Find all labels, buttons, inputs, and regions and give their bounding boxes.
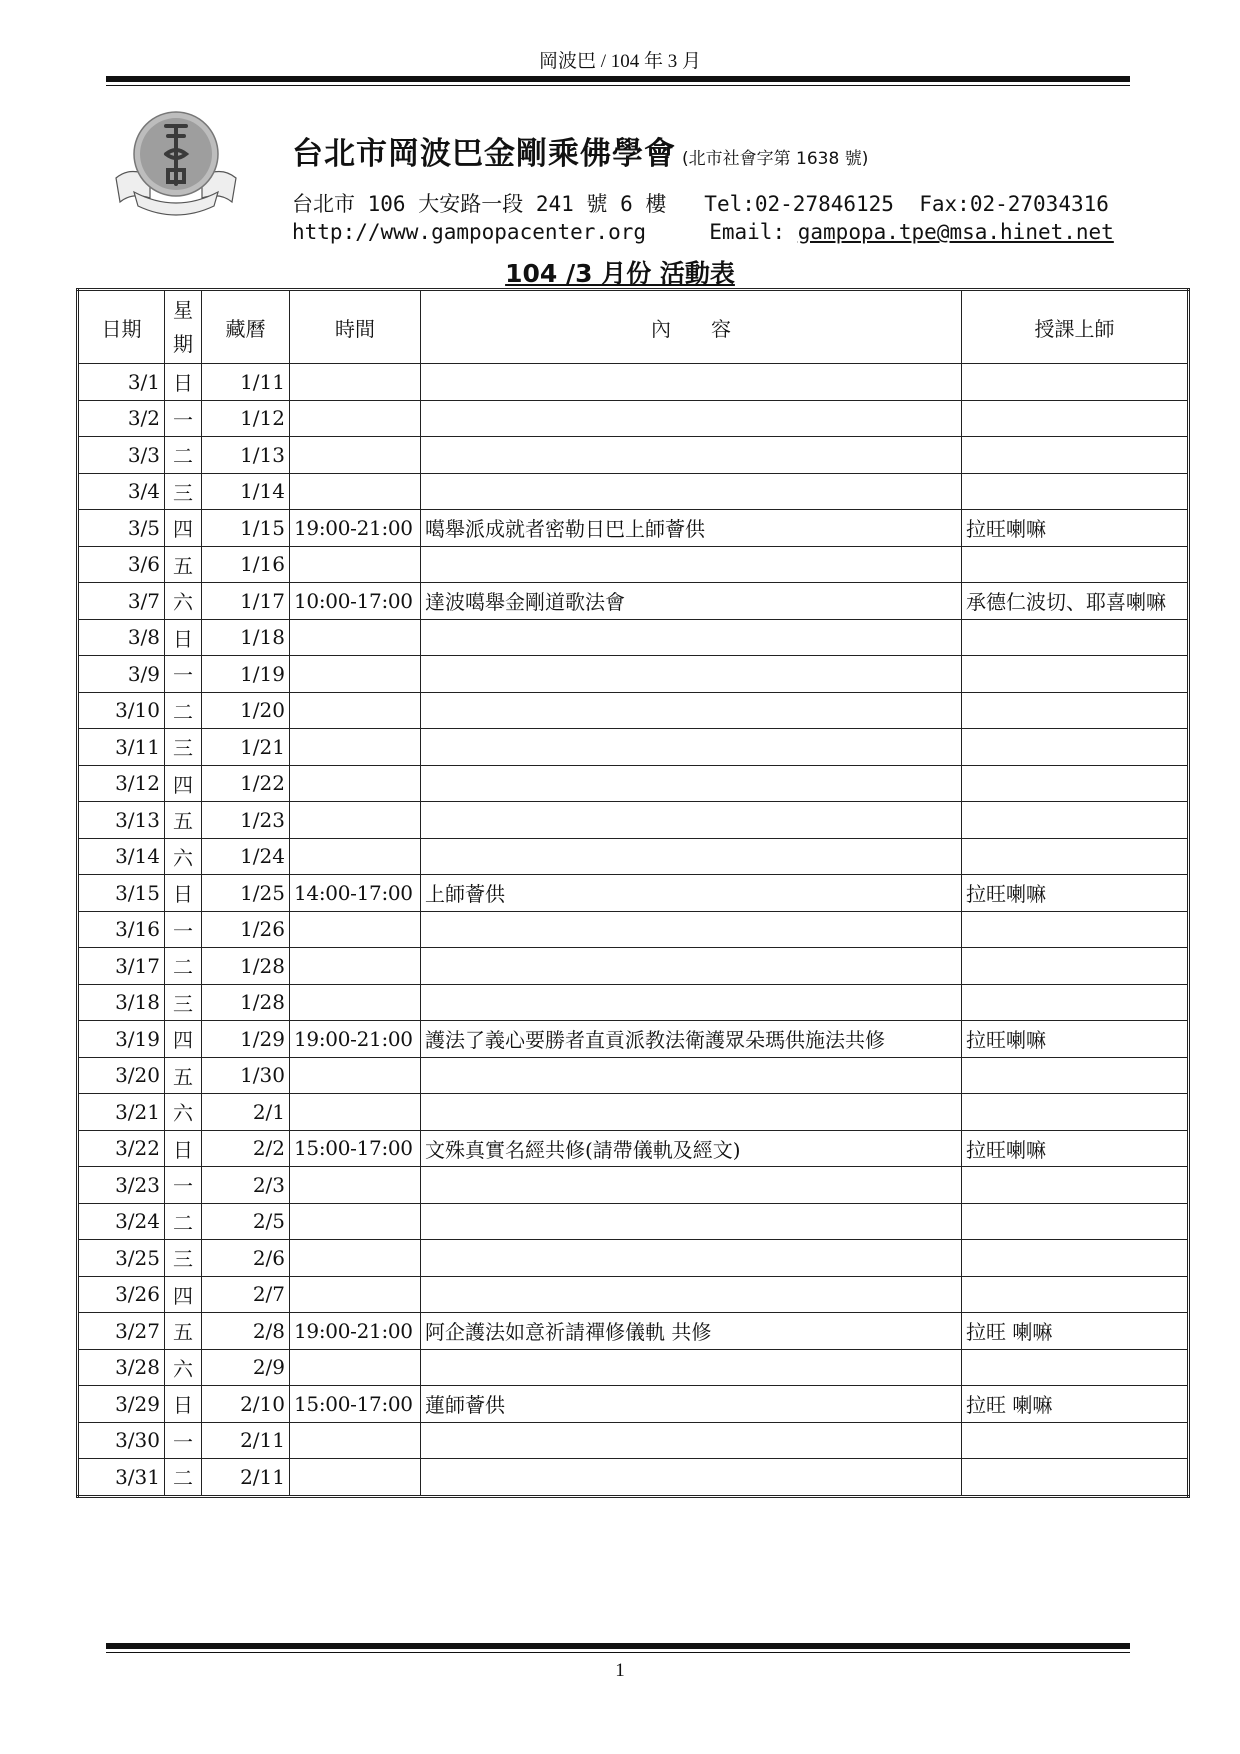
row-time: 14:00-17:00 [290, 875, 421, 912]
row-date: 3/15 [78, 875, 165, 912]
row-time [290, 1203, 421, 1240]
row-time [290, 1167, 421, 1204]
header-weekday [165, 290, 202, 364]
table-row [78, 619, 1189, 656]
row-time [290, 911, 421, 948]
table-row [78, 911, 1189, 948]
fax: Fax:02-27034316 [919, 192, 1109, 216]
row-date: 3/5 [78, 510, 165, 547]
row-weekday: 五 [165, 1057, 202, 1094]
row-teacher [962, 1167, 1189, 1204]
row-content [421, 911, 962, 948]
table-row [78, 948, 1189, 985]
row-weekday: 五 [165, 1313, 202, 1350]
row-date: 3/1 [78, 364, 165, 401]
row-date: 3/8 [78, 619, 165, 656]
row-weekday: 三 [165, 984, 202, 1021]
row-weekday: 二 [165, 437, 202, 474]
row-teacher [962, 838, 1189, 875]
row-date: 3/21 [78, 1094, 165, 1131]
row-time: 19:00-21:00 [290, 510, 421, 547]
row-time [290, 437, 421, 474]
running-header: 岡波巴 / 104 年 3 月 [538, 51, 702, 72]
row-weekday: 三 [165, 729, 202, 766]
row-tibetan-date: 1/16 [202, 546, 290, 583]
row-time [290, 1094, 421, 1131]
email-link[interactable]: gampopa.tpe@msa.hinet.net [797, 220, 1114, 244]
table-row [78, 583, 1189, 620]
table-row [78, 1240, 1189, 1277]
row-content [421, 948, 962, 985]
row-tibetan-date: 1/30 [202, 1057, 290, 1094]
row-time [290, 1276, 421, 1313]
contact-line-1 [292, 188, 1109, 218]
row-teacher [962, 1240, 1189, 1277]
row-date: 3/20 [78, 1057, 165, 1094]
row-time: 19:00-21:00 [290, 1313, 421, 1350]
row-time [290, 619, 421, 656]
table-row [78, 692, 1189, 729]
row-content [421, 546, 962, 583]
table-row [78, 1313, 1189, 1350]
row-tibetan-date: 1/12 [202, 400, 290, 437]
row-time: 15:00-17:00 [290, 1130, 421, 1167]
row-teacher [962, 1276, 1189, 1313]
row-tibetan-date: 2/1 [202, 1094, 290, 1131]
row-teacher: 拉旺 喇嘛 [962, 1386, 1189, 1423]
table-row [78, 510, 1189, 547]
telephone: Tel:02-27846125 [704, 192, 894, 216]
footer-rule-thin [106, 1652, 1130, 1653]
table-header-row [78, 290, 1189, 364]
row-tibetan-date: 1/23 [202, 802, 290, 839]
row-date: 3/19 [78, 1021, 165, 1058]
row-content: 達波噶舉金剛道歌法會 [421, 583, 962, 620]
row-content [421, 729, 962, 766]
row-tibetan-date: 1/20 [202, 692, 290, 729]
row-teacher [962, 1094, 1189, 1131]
table-row [78, 473, 1189, 510]
row-weekday: 四 [165, 1021, 202, 1058]
page-number: 1 [615, 1660, 625, 1681]
row-content: 噶舉派成就者密勒日巴上師薈供 [421, 510, 962, 547]
row-content [421, 802, 962, 839]
table-row [78, 1094, 1189, 1131]
row-date: 3/14 [78, 838, 165, 875]
row-weekday: 一 [165, 1167, 202, 1204]
table-row [78, 1276, 1189, 1313]
organization-name [292, 128, 868, 173]
row-weekday: 五 [165, 802, 202, 839]
header-tibetan-date: 藏曆 [202, 290, 290, 364]
row-tibetan-date: 2/3 [202, 1167, 290, 1204]
table-row [78, 1203, 1189, 1240]
row-teacher [962, 692, 1189, 729]
row-date: 3/29 [78, 1386, 165, 1423]
row-weekday: 一 [165, 656, 202, 693]
row-weekday: 日 [165, 619, 202, 656]
row-date: 3/31 [78, 1459, 165, 1497]
row-tibetan-date: 1/13 [202, 437, 290, 474]
header-rule-thin [106, 85, 1130, 86]
row-date: 3/2 [78, 400, 165, 437]
header-weekday-bottom: 期 [173, 332, 193, 356]
row-teacher [962, 911, 1189, 948]
table-row [78, 1386, 1189, 1423]
row-tibetan-date: 1/11 [202, 364, 290, 401]
row-content [421, 838, 962, 875]
row-time [290, 984, 421, 1021]
row-time [290, 1057, 421, 1094]
table-row [78, 1057, 1189, 1094]
row-date: 3/23 [78, 1167, 165, 1204]
row-weekday: 二 [165, 1459, 202, 1497]
row-date: 3/30 [78, 1422, 165, 1459]
table-row [78, 1349, 1189, 1386]
row-date: 3/18 [78, 984, 165, 1021]
row-weekday: 日 [165, 1386, 202, 1423]
row-tibetan-date: 2/2 [202, 1130, 290, 1167]
row-content [421, 1240, 962, 1277]
row-content [421, 1167, 962, 1204]
row-content: 護法了義心要勝者直貢派教法衛護眾朵瑪供施法共修 [421, 1021, 962, 1058]
row-time: 10:00-17:00 [290, 583, 421, 620]
row-teacher: 拉旺喇嘛 [962, 1021, 1189, 1058]
header-content: 內 容 [421, 290, 962, 364]
address: 台北市 106 大安路一段 241 號 6 樓 [292, 192, 667, 216]
row-time [290, 473, 421, 510]
row-teacher [962, 656, 1189, 693]
header-date: 日期 [78, 290, 165, 364]
row-content: 阿企護法如意祈請禪修儀軌 共修 [421, 1313, 962, 1350]
row-weekday: 四 [165, 765, 202, 802]
row-teacher [962, 729, 1189, 766]
registration-number: (北市社會字第 1638 號) [682, 149, 869, 169]
header-weekday-top: 星 [173, 298, 193, 322]
email-label: Email: [709, 220, 786, 244]
row-time [290, 1349, 421, 1386]
row-weekday: 日 [165, 1130, 202, 1167]
table-row [78, 802, 1189, 839]
row-date: 3/6 [78, 546, 165, 583]
row-date: 3/25 [78, 1240, 165, 1277]
row-tibetan-date: 2/11 [202, 1422, 290, 1459]
organization-name-text: 台北市岡波巴金剛乘佛學會 [292, 136, 676, 172]
table-row [78, 364, 1189, 401]
table-row [78, 656, 1189, 693]
row-tibetan-date: 1/18 [202, 619, 290, 656]
row-teacher [962, 1459, 1189, 1497]
row-teacher: 承德仁波切、耶喜喇嘛 [962, 583, 1189, 620]
row-date: 3/16 [78, 911, 165, 948]
row-tibetan-date: 1/26 [202, 911, 290, 948]
row-date: 3/12 [78, 765, 165, 802]
row-content [421, 1349, 962, 1386]
row-tibetan-date: 1/17 [202, 583, 290, 620]
table-row [78, 765, 1189, 802]
row-tibetan-date: 2/5 [202, 1203, 290, 1240]
row-tibetan-date: 2/8 [202, 1313, 290, 1350]
row-content [421, 1057, 962, 1094]
row-content [421, 437, 962, 474]
header-time: 時間 [290, 290, 421, 364]
row-teacher: 拉旺喇嘛 [962, 510, 1189, 547]
row-weekday: 四 [165, 510, 202, 547]
table-row [78, 838, 1189, 875]
row-time [290, 1459, 421, 1497]
row-date: 3/17 [78, 948, 165, 985]
row-tibetan-date: 2/10 [202, 1386, 290, 1423]
row-date: 3/13 [78, 802, 165, 839]
table-row [78, 400, 1189, 437]
row-weekday: 二 [165, 1203, 202, 1240]
row-weekday: 四 [165, 1276, 202, 1313]
row-teacher: 拉旺喇嘛 [962, 1130, 1189, 1167]
row-teacher [962, 1203, 1189, 1240]
row-teacher: 拉旺喇嘛 [962, 875, 1189, 912]
row-time [290, 838, 421, 875]
row-weekday: 三 [165, 473, 202, 510]
table-row [78, 546, 1189, 583]
row-weekday: 一 [165, 400, 202, 437]
header-rule [106, 76, 1130, 82]
row-date: 3/3 [78, 437, 165, 474]
row-weekday: 一 [165, 911, 202, 948]
row-teacher [962, 1057, 1189, 1094]
table-row [78, 437, 1189, 474]
row-tibetan-date: 1/14 [202, 473, 290, 510]
row-weekday: 三 [165, 1240, 202, 1277]
row-tibetan-date: 1/15 [202, 510, 290, 547]
row-tibetan-date: 1/24 [202, 838, 290, 875]
row-time [290, 802, 421, 839]
row-tibetan-date: 1/22 [202, 765, 290, 802]
row-content [421, 692, 962, 729]
organization-logo-icon [110, 106, 242, 222]
row-time [290, 546, 421, 583]
row-tibetan-date: 2/7 [202, 1276, 290, 1313]
website-link[interactable]: http://www.gampopacenter.org [292, 220, 647, 244]
row-time [290, 692, 421, 729]
row-tibetan-date: 1/28 [202, 984, 290, 1021]
row-date: 3/10 [78, 692, 165, 729]
table-row [78, 984, 1189, 1021]
row-time [290, 729, 421, 766]
row-time [290, 948, 421, 985]
row-time [290, 400, 421, 437]
row-content: 文殊真實名經共修(請帶儀軌及經文) [421, 1130, 962, 1167]
row-tibetan-date: 1/29 [202, 1021, 290, 1058]
row-content [421, 364, 962, 401]
row-teacher [962, 1349, 1189, 1386]
row-content [421, 400, 962, 437]
contact-line-2 [292, 220, 1114, 244]
row-teacher [962, 984, 1189, 1021]
row-tibetan-date: 1/21 [202, 729, 290, 766]
header-teacher: 授課上師 [962, 290, 1189, 364]
row-weekday: 二 [165, 692, 202, 729]
row-weekday: 日 [165, 364, 202, 401]
row-teacher [962, 473, 1189, 510]
table-row [78, 1422, 1189, 1459]
row-date: 3/26 [78, 1276, 165, 1313]
row-date: 3/7 [78, 583, 165, 620]
row-teacher [962, 948, 1189, 985]
row-content: 蓮師薈供 [421, 1386, 962, 1423]
row-tibetan-date: 2/9 [202, 1349, 290, 1386]
row-time [290, 1422, 421, 1459]
row-date: 3/28 [78, 1349, 165, 1386]
table-row [78, 1459, 1189, 1497]
table-row [78, 729, 1189, 766]
table-row [78, 1130, 1189, 1167]
row-time [290, 1240, 421, 1277]
row-time [290, 765, 421, 802]
row-content [421, 1203, 962, 1240]
row-teacher [962, 437, 1189, 474]
row-tibetan-date: 1/28 [202, 948, 290, 985]
row-weekday: 六 [165, 583, 202, 620]
row-teacher [962, 1422, 1189, 1459]
row-content [421, 1276, 962, 1313]
row-time: 19:00-21:00 [290, 1021, 421, 1058]
activity-schedule-table [76, 288, 1190, 1498]
row-date: 3/27 [78, 1313, 165, 1350]
row-weekday: 一 [165, 1422, 202, 1459]
row-date: 3/22 [78, 1130, 165, 1167]
row-content [421, 656, 962, 693]
row-teacher [962, 802, 1189, 839]
row-weekday: 日 [165, 875, 202, 912]
row-content [421, 1094, 962, 1131]
row-teacher [962, 400, 1189, 437]
table-body [78, 364, 1189, 1497]
row-tibetan-date: 1/25 [202, 875, 290, 912]
footer-rule [106, 1643, 1130, 1649]
row-content [421, 765, 962, 802]
row-teacher [962, 364, 1189, 401]
row-time [290, 656, 421, 693]
schedule-title: 104 /3 月份 活動表 [505, 259, 735, 288]
row-tibetan-date: 2/11 [202, 1459, 290, 1497]
row-weekday: 六 [165, 1094, 202, 1131]
table-row [78, 1167, 1189, 1204]
row-tibetan-date: 2/6 [202, 1240, 290, 1277]
row-content [421, 473, 962, 510]
row-content [421, 1422, 962, 1459]
row-weekday: 六 [165, 838, 202, 875]
row-content [421, 1459, 962, 1497]
row-time: 15:00-17:00 [290, 1386, 421, 1423]
row-weekday: 六 [165, 1349, 202, 1386]
row-teacher [962, 765, 1189, 802]
row-teacher [962, 619, 1189, 656]
table-row [78, 875, 1189, 912]
row-date: 3/24 [78, 1203, 165, 1240]
row-date: 3/9 [78, 656, 165, 693]
row-date: 3/11 [78, 729, 165, 766]
row-weekday: 二 [165, 948, 202, 985]
table-row [78, 1021, 1189, 1058]
row-content: 上師薈供 [421, 875, 962, 912]
row-time [290, 364, 421, 401]
row-content [421, 984, 962, 1021]
row-content [421, 619, 962, 656]
row-tibetan-date: 1/19 [202, 656, 290, 693]
row-weekday: 五 [165, 546, 202, 583]
row-date: 3/4 [78, 473, 165, 510]
row-teacher [962, 546, 1189, 583]
row-teacher: 拉旺 喇嘛 [962, 1313, 1189, 1350]
